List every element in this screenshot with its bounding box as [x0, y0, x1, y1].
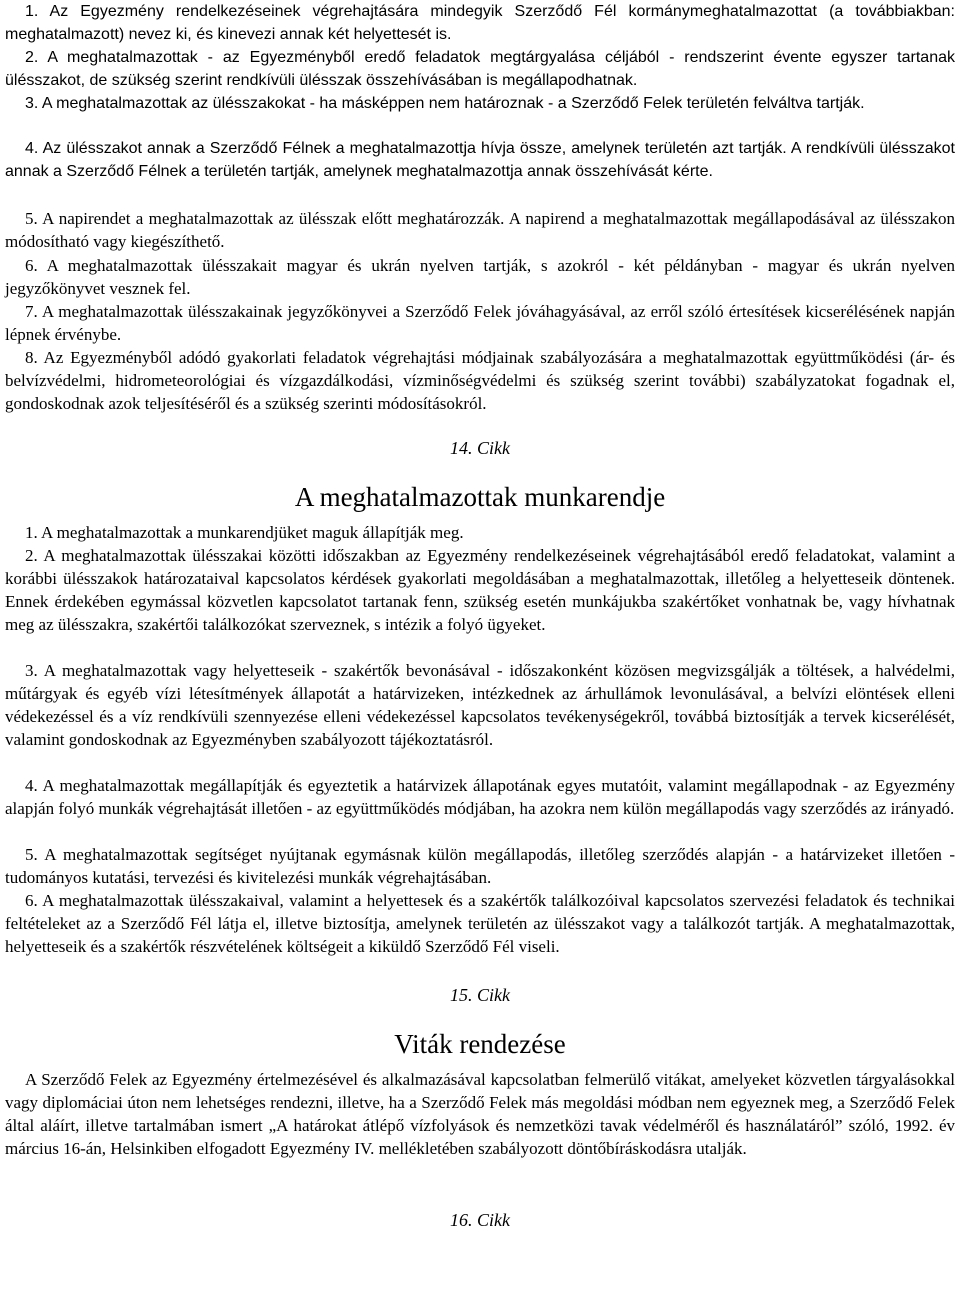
paragraph-13-3: 3. A meghatalmazottak az ülésszakokat - ha másképpen nem határoznak - a Szerződő Felek területén felváltva tartják.	[25, 95, 865, 112]
article-14-body	[5, 521, 955, 958]
article-14-title: A meghatalmazottak munkarendje	[294, 482, 666, 512]
paragraph-14-6: 6. A meghatalmazottak ülésszakaival, valamint a helyettesek és a szakértők találkozóival kapcsolatos szervezési feladatok és technikai feltételeket az a Szerződő Fél látja el, illetve biztosítja, amelynek területén az ülésszakot vagy a találkozót tartják. A meghatalmazottak, helyetteseik és a szakértők részvételének költségeit a kiküldő Szerződő Fél viseli.	[5, 891, 955, 956]
paragraph-14-1: 1. A meghatalmazottak a munkarendjüket maguk állapítják meg.	[25, 523, 464, 542]
paragraph-14-2: 2. A meghatalmazottak ülésszakai közötti időszakban az Egyezmény rendelkezéseinek végrehajtásából eredő feladatokat, valamint a korábbi ülésszakok határozataival kapcsolatos kérdések gyakorlati megoldásában a meghatalmazottak, illetőleg a helyetteseik döntenek. Ennek érdekében egymással közvetlen kapcsolatot tartanak fenn, szükség esetén munkájukba szakértőket vonhatnak be, vagy hívhatnak meg az ülésszakra, szakértői találkozókat szerveznek, s intézik a folyó ügyeket.	[5, 546, 955, 634]
document-page	[5, 0, 955, 1239]
paragraph-13-8: 8. Az Egyezményből adódó gyakorlati feladatok végrehajtási módjainak szabályozására a meghatalmazottak együttműködési (ár- és belvízvédelmi, hidrometeorológiai és vízgazdálkodási, vízminőségvédelmi és szükség szerint további) szabályzatokat fogadnak el, gondoskodnak azok teljesítéséről és a szükség szerinti módosításokról.	[5, 348, 955, 413]
article-15-number: 15. Cikk	[450, 985, 510, 1005]
article-16-number: 16. Cikk	[450, 1210, 510, 1230]
paragraph-13-5: 5. A napirendet a meghatalmazottak az ülésszak előtt meghatározzák. A napirend a meghatalmazottak megállapodásával az ülésszakon módosítható vagy kiegészíthető.	[5, 209, 955, 251]
article-13-body	[5, 0, 955, 415]
paragraph-13-6: 6. A meghatalmazottak ülésszakait magyar és ukrán nyelven tartják, s azokról - két példányban - magyar és ukrán nyelven jegyzőkönyvet vesznek fel.	[5, 256, 955, 298]
paragraph-15-1: A Szerződő Felek az Egyezmény értelmezésével és alkalmazásával kapcsolatban felmerülő vitákat, amelyeket közvetlen tárgyalásokkal vagy diplomáciai úton nem lehetséges rendezni, illetve, ha a Szerződő Felek más megoldási módban nem egyeznek meg, a Szerződő Felek által aláírt, illetve tartalmában ismert „A határokat átlépő vízfolyások és nemzetközi tavak védelméről és használatáról” szóló, 1992. év március 16-án, Helsinkiben elfogadott Egyezmény IV. mellékletében szabályozott döntőbíráskodásra utalják.	[5, 1070, 955, 1158]
paragraph-13-2: 2. A meghatalmazottak - az Egyezményből eredő feladatok megtárgyalása céljából - rendszerint évente egyszer tartanak ülésszakot, de szükség szerint rendkívüli ülésszak összehívásában is megállapodhatnak.	[5, 49, 955, 89]
paragraph-13-7: 7. A meghatalmazottak ülésszakainak jegyzőkönyvei a Szerződő Felek jóváhagyásával, az erről szóló értesítések kicserélésének napján lépnek érvénybe.	[5, 302, 955, 344]
article-15-title: Viták rendezése	[394, 1029, 566, 1059]
paragraph-14-4: 4. A meghatalmazottak megállapítják és egyeztetik a határvizek állapotának egyes mutatóit, valamint megállapodnak - az Egyezmény alapján folyó munkák végrehajtását illetően - az együttműködés módjában, ha azokra nem külön megállapodás vagy szerződés az irányadó.	[5, 776, 955, 818]
paragraph-14-3: 3. A meghatalmazottak vagy helyetteseik - szakértők bevonásával - időszakonként közösen megvizsgálják a töltések, a halvédelmi, műtárgyak és egyéb vízi létesítmények állapotát a határvizeken, intézkednek az árhullámok levonulásával, a belvízi elöntések elleni védekezéssel és a víz rendkívüli szennyezése elleni védekezéssel kapcsolatos tevékenységekről, továbbá biztosítják a tervek kicserélését, valamint gondoskodnak az Egyezményben szabályozott tájékoztatásról.	[5, 661, 955, 749]
paragraph-14-5: 5. A meghatalmazottak segítséget nyújtanak egymásnak külön megállapodás, illetőleg szerződés alapján - a határvizeket illetően - tudományos kutatási, tervezési és kivitelezési munkák végrehajtásában.	[5, 845, 955, 887]
article-15-body	[5, 1068, 955, 1183]
paragraph-13-4: 4. Az ülésszakot annak a Szerződő Félnek a meghatalmazottja hívja össze, amelynek területén azt tartják. A rendkívüli ülésszakot annak a Szerződő Félnek a területén tartják, amelynek meghatalmazottja annak összehívását kérte.	[5, 140, 955, 180]
article-14-number: 14. Cikk	[450, 438, 510, 458]
paragraph-13-1: 1. Az Egyezmény rendelkezéseinek végrehajtására mindegyik Szerződő Fél kormánymeghatalmazottat (a továbbiakban: meghatalmazott) nevez ki, és kinevezi annak két helyettesét is.	[5, 3, 955, 43]
